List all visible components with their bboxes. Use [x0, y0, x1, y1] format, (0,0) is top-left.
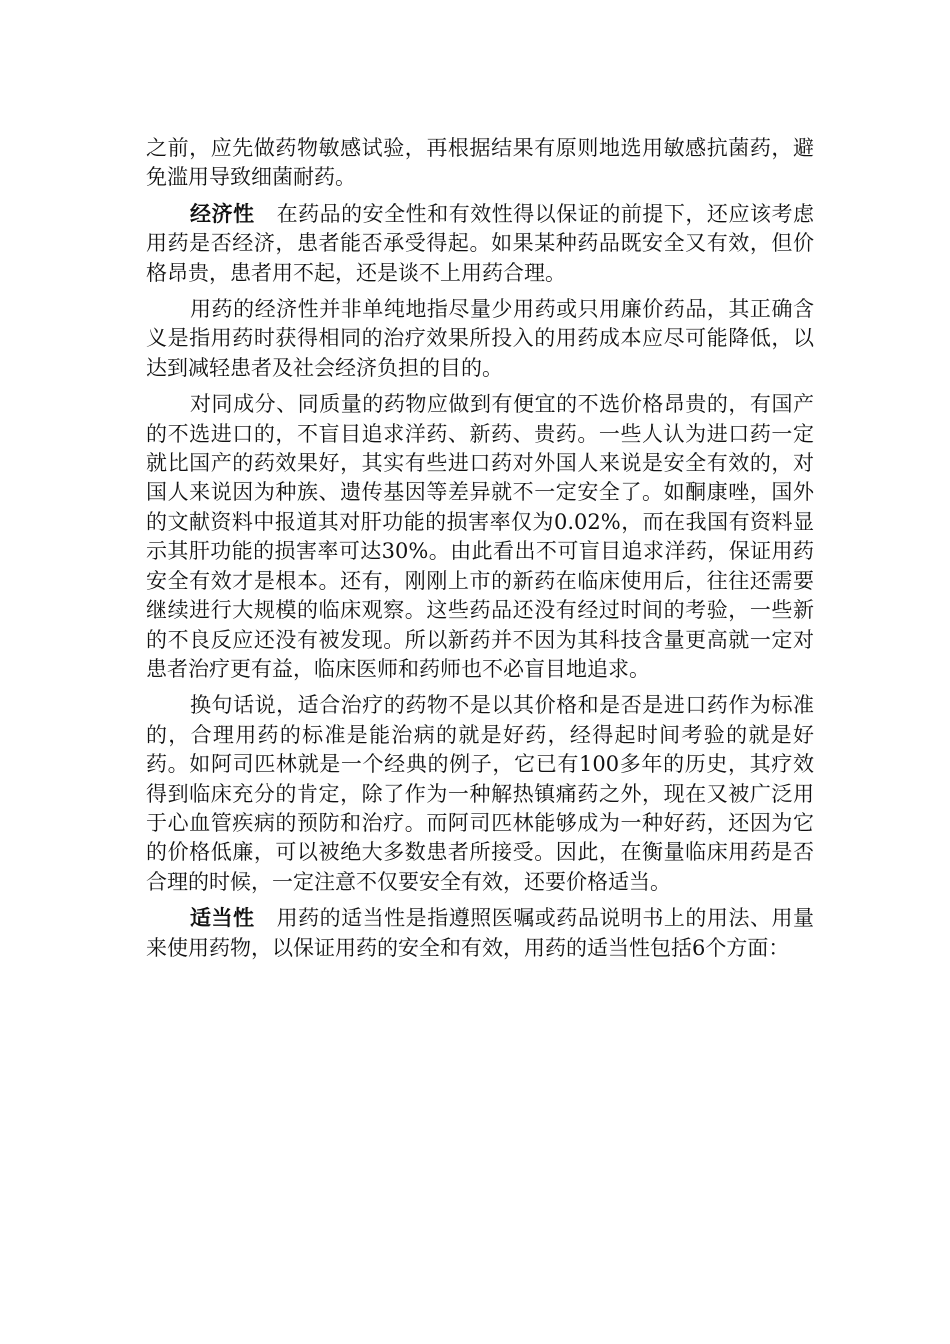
paragraph-text: 换句话说，适合治疗的药物不是以其价格和是否是进口药作为标准的，合理用药的标准是能治病的就是好药，经得起时间考验的就是好药。如阿司匹林就是一个经典的例子，它已有100多年的历史，其疗效得到临床充分的肯定，除了作为一种解热镇痛药之外，现在又被广泛用于心血管疾病的预防和治疗。而阿司匹林能够成为一种好药，还因为它的价格低廉，可以被绝大多数患者所接受。因此，在衡量临床用药是否合理的时候，一定注意不仅要安全有效，还要价格适当。: [146, 693, 814, 894]
section-term-economy: 经济性: [190, 201, 255, 226]
paragraph-text: 用药的经济性并非单纯地指尽量少用药或只用廉价药品，其正确含义是指用药时获得相同的治疗效果所投入的用药成本应尽可能降低，以达到减轻患者及社会经济负担的目的。: [146, 297, 814, 380]
document-page: [146, 134, 814, 970]
paragraph-continuation: [146, 134, 814, 193]
paragraph-aspirin-example: [146, 691, 814, 897]
paragraph-appropriateness: [146, 904, 814, 963]
paragraph-text: 在药品的安全性和有效性得以保证的前提下，还应该考虑用药是否经济，患者能否承受得起。如果某种药品既安全又有效，但价格昂贵，患者用不起，还是谈不上用药合理。: [146, 201, 815, 285]
paragraph-text: 之前，应先做药物敏感试验，再根据结果有原则地选用敏感抗菌药，避免滥用导致细菌耐药。: [146, 136, 814, 190]
paragraph-text: 对同成分、同质量的药物应做到有便宜的不选价格昂贵的，有国产的不选进口的，不盲目追求洋药、新药、贵药。一些人认为进口药一定就比国产的药效果好，其实有些进口药对外国人来说是安全有效的，对国人来说因为种族、遗传基因等差异就不一定安全了。如酮康唑，国外的文献资料中报道其对肝功能的损害率仅为0.02%，而在我国有资料显示其肝功能的损害率可达30%。由此看出不可盲目追求洋药，保证用药安全有效才是根本。还有，刚刚上市的新药在临床使用后，往往还需要继续进行大规模的临床观察。这些药品还没有经过时间的考验，一些新的不良反应还没有被发现。所以新药并不因为其科技含量更高就一定对患者治疗更有益，临床医师和药师也不必盲目地追求。: [146, 392, 814, 681]
paragraph-domestic-vs-imported: [146, 390, 814, 684]
section-term-appropriateness: 适当性: [190, 906, 255, 931]
paragraph-economy-meaning: [146, 295, 814, 383]
paragraph-text: 用药的适当性是指遵照医嘱或药品说明书上的用法、用量来使用药物，以保证用药的安全和有效，用药的适当性包括6个方面：: [146, 906, 815, 960]
paragraph-economy: [146, 200, 814, 288]
